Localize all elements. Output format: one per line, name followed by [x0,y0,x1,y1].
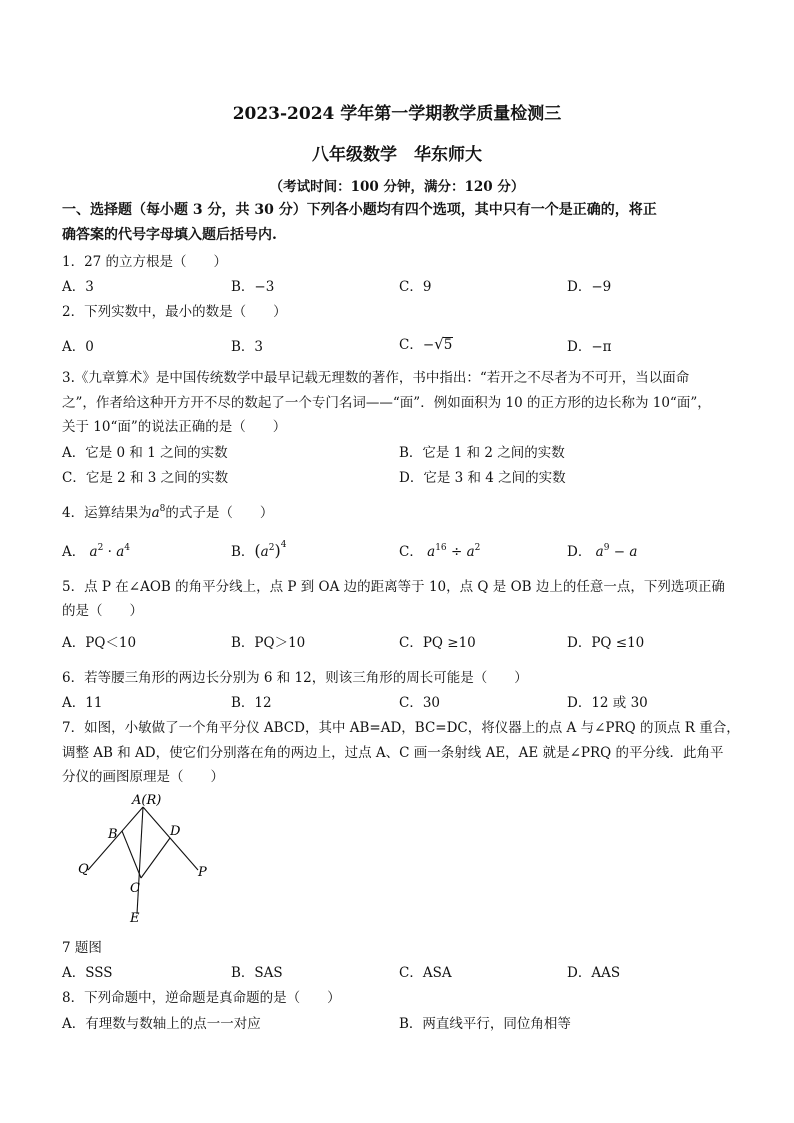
figure-label-q: Q [78,862,89,877]
q4-c-div: ÷ [450,544,463,560]
q5-option-c: C．PQ ≥10 [399,635,476,651]
q4-b-open: ( [254,541,261,560]
figure-label-b: B [108,827,118,842]
q4-c-exp1: 16 [435,543,447,553]
section1-instruction-line1: 一、选择题（每小题 3 分，共 30 分）下列各小题均有四个选项，其中只有一个是正确的，将正 [62,202,657,218]
q4-b-label: B． [231,544,255,560]
q2-stem: 2．下列实数中，最小的数是（ ） [62,304,287,320]
figure-line-bc [122,831,141,878]
q1-option-a: A．3 [62,279,94,295]
q4-b-exp-out: 4 [280,540,287,550]
figure-label-a: A(R) [132,793,162,808]
q4-c-var1: a [427,544,436,560]
q7-stem-line1: 7．如图，小敏做了一个角平分仪 ABCD，其中 AB=AD，BC=DC，将仪器上的点 A 与∠PRQ 的顶点 R 重合， [62,720,740,736]
q3-stem-line2: 之”，作者给这种开方开不尽的数起了一个专门名词——“面”．例如面积为 10 的正方形的边长称为 10“面”， [62,395,711,411]
q3-option-a: A．它是 0 和 1 之间的实数 [62,445,228,461]
q3-stem-line1: 3.《九章算术》是中国传统数学中最早记载无理数的著作，书中指出：“若开之不尽者为不可开，当以面命 [62,370,690,386]
q4-b-close: ) [274,541,281,560]
q4-d-label: D． [567,544,592,560]
q5-option-a: A．PQ＜10 [62,635,137,651]
sqrt-sign-icon: √ [434,335,444,353]
q4-stem-exp: 8 [159,504,166,514]
q8-option-a: A．有理数与数轴上的点一一对应 [62,1016,261,1032]
q5-option-b: B．PQ＞10 [231,635,306,651]
q8-stem: 8．下列命题中，逆命题是真命题的是（ ） [62,990,341,1006]
q7-option-c: C．ASA [399,965,452,981]
q4-a-var2: a [116,544,125,560]
q4-a-exp1: 2 [97,543,104,553]
q7-angle-bisector-figure [70,790,220,925]
q4-d-var1: a [595,544,604,560]
q5-stem-line2: 的是（ ） [62,603,143,619]
q1-option-c: C．9 [399,279,432,295]
figure-label-d: D [170,824,181,839]
q2-option-c-radicand: 5 [443,337,453,353]
q4-a-dot: · [107,544,112,560]
q2-option-d: D．−π [567,339,612,355]
exam-subtitle: 八年级数学 华东师大 [312,145,482,165]
q4-stem [62,501,273,521]
q5-stem-line1: 5．点 P 在∠AOB 的角平分线上，点 P 到 OA 边的距离等于 10，点 Q 是 OB 边上的任意一点，下列选项正确 [62,579,725,595]
q4-a-exp2: 4 [124,543,131,553]
figure-label-e: E [130,911,140,925]
q4-option-c [399,540,480,560]
q4-c-label: C． [399,544,423,560]
q2-option-a: A．0 [62,339,94,355]
q4-stem-post: 的式子是（ ） [165,505,274,521]
q4-c-exp2: 2 [474,543,481,553]
q2-option-b: B．3 [231,339,264,355]
q4-a-var1: a [89,544,98,560]
q6-option-d: D．12 或 30 [567,695,648,711]
q6-option-b: B．12 [231,695,272,711]
q4-d-minus: − [613,544,626,560]
figure-label-c: C [130,881,140,896]
q7-stem-line3: 分仪的画图原理是（ ） [62,769,224,785]
q4-stem-var: a [151,505,160,521]
q7-option-b: B．SAS [231,965,283,981]
q3-stem-line3: 关于 10“面”的说法正确的是（ ） [62,419,287,435]
q8-option-b: B．两直线平行，同位角相等 [399,1016,571,1032]
q6-option-a: A．11 [62,695,103,711]
q3-option-d: D．它是 3 和 4 之间的实数 [399,470,566,486]
q4-a-label: A． [62,544,86,560]
figure-line-dc [141,838,170,878]
exam-title: 2023-2024 学年第一学期教学质量检测三 [232,104,562,124]
exam-info: （考试时间：100 分钟，满分：120 分） [269,179,525,195]
q4-stem-pre: 4．运算结果为 [62,505,152,521]
q7-figure-caption: 7 题图 [62,940,102,956]
q6-option-c: C．30 [399,695,441,711]
q4-b-var: a [260,544,269,560]
q2-option-c-prefix: C．− [399,337,435,353]
q1-stem: 1．27 的立方根是（ ） [62,254,228,270]
q4-c-var2: a [466,544,475,560]
q4-option-a [62,540,130,560]
q7-option-a: A．SSS [62,965,113,981]
q4-d-exp1: 9 [603,543,610,553]
q6-stem: 6．若等腰三角形的两边长分别为 6 和 12，则该三角形的周长可能是（ ） [62,670,528,686]
q5-option-d: D．PQ ≤10 [567,635,645,651]
q4-b-exp-in: 2 [268,543,275,553]
figure-ray-ae [137,807,143,914]
q3-option-c: C．它是 2 和 3 之间的实数 [62,470,229,486]
section1-instruction-line2: 确答案的代号字母填入题后括号内. [62,227,277,243]
q2-option-c [399,333,453,353]
figure-label-p: P [198,865,207,880]
q7-option-d: D．AAS [567,965,621,981]
q3-option-b: B．它是 1 和 2 之间的实数 [399,445,565,461]
q1-option-d: D．−9 [567,279,612,295]
q4-d-var2: a [629,544,638,560]
q1-option-b: B．−3 [231,279,275,295]
q4-option-d [567,540,637,560]
q4-option-b [231,540,286,560]
q7-stem-line2: 调整 AB 和 AD，使它们分别落在角的两边上，过点 A、C 画一条射线 AE，AE 就是∠PRQ 的平分线．此角平 [62,745,724,761]
